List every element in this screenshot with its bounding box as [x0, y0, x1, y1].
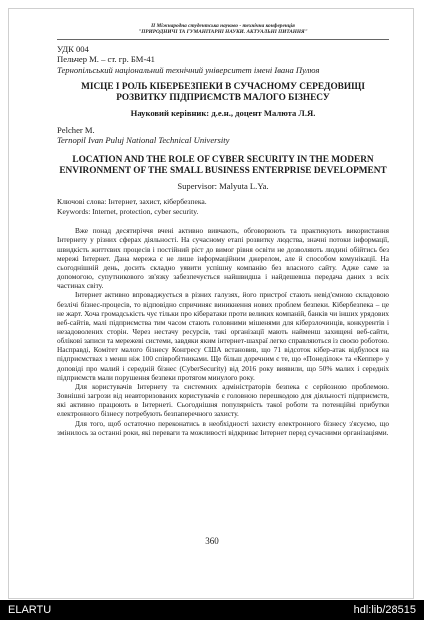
- affiliation-en: Ternopil Ivan Puluj National Technical University: [57, 135, 230, 146]
- body-text: [57, 226, 389, 437]
- page-content: [57, 23, 389, 437]
- author-ua: Пельчер М. – ст. гр. БМ-41: [57, 54, 155, 65]
- handle-label: hdl:lib/28515: [353, 604, 416, 616]
- paragraph: Вже понад десятиріччя вчені активно вивчають, обговорюють та практикують використання Інтернету у різних сферах діяльності. На сучасному етапі розвитку людства, значні потоки інформації, швидкість життєвих процесів і постійний ріст до вимог рівня освіти не дозволяють людині обійтись без мережі Інтернет. Дана мережа є не лише інформаційним джерелом, але й способом комунікації. На сьогоднішній день, досить складно уявити успішну компанію без власного сайту. Адже саме за допомогою, супутникового зв'язку забезпечується найшвидша і найдешевша передача даних з всіх частинах світу.: [57, 226, 389, 291]
- supervisor-en: Supervisor: Malyuta L.Ya.: [177, 181, 269, 192]
- footer-bar: [0, 600, 424, 620]
- paragraph: Інтернет активно впроваджується в різних галузях, його пристрої стають невід'ємною складовою безлічі бізнес-процесів, то відповідно спричиняє виникнення нових проблем безпеки. Кібербезпека – це не жарт. Хоча громадськість чує тільки про кібератаки проти великих компаній, банків чи інших урядових веб-сайтів, малі підприємства тим часом стають головними мішенями для кіберзлочинців, конкурентів і незадоволених сторін. Через нестачу ресурсів, такі організації мають найменш захищені веб-сайти, облікові записи та мережеві системи, завдяки яким інтернет-шахраї легко справляються із своєю роботою. Насправді, Комітет малого бізнесу Конгресу США встановив, що 71 відсоток кібер-атак відбулося на підприємствах з менш ніж 100 співробітниками. Ще більш доречним є те, що «Понеділок» та «Кеппер» у доповіді про малий і середній бізнес (CyberSecurity) від 2016 року виявили, що 50% малих і середніх підприємств мали порушення безпеки протягом минулого року.: [57, 290, 389, 382]
- conference-header: [57, 23, 389, 40]
- paragraph: Для користувачів Інтернету та системних адміністраторів безпека є серйозною проблемою. Зовнішні загрози від неавторизованих користувачів є головною перешкодою для діяльності підприємств, які активно працюють в Інтернеті. Сьогоднішня популярність такої роботи та потенційні прибутки електронного бізнесу потребують безпаперечного захисту.: [57, 381, 389, 419]
- conference-line-2: "ПРИРОДНИЧІ ТА ГУМАНІТАРНІ НАУКИ. АКТУАЛЬНІ ПИТАННЯ": [138, 29, 308, 36]
- title-ua: МІСЦЕ І РОЛЬ КІБЕРБЕЗПЕКИ В СУЧАСНОМУ СЕРЕДОВИЩІ РОЗВИТКУ ПІДПРИЄМСТВ МАЛОГО БІЗНЕСУ: [81, 82, 365, 104]
- document-page: [8, 8, 414, 599]
- udk-code: УДК 004: [57, 43, 89, 54]
- header-divider: [57, 39, 389, 40]
- author-en: Pelcher M.: [57, 124, 95, 135]
- keywords-en: Keywords: Internet, protection, cyber security.: [57, 206, 199, 216]
- affiliation-ua: Тернопільський національний технічний університет імені Івана Пулюя: [57, 64, 320, 75]
- repository-label: ELARTU: [8, 604, 52, 616]
- paragraph: Для того, щоб остаточно переконатись в необхідності захисту електронного бізнесу з'ясуємо, що змінилось за останні роки, які переваги та можливості відкриває Інтернет перед сучасними організаціями.: [57, 418, 389, 437]
- conference-line-1: II Міжнародна студентська науково - технічна конференція: [151, 23, 295, 29]
- supervisor-ua: Науковий керівник: д.е.н., доцент Малюта Л.Я.: [130, 108, 316, 119]
- title-en: LOCATION AND THE ROLE OF CYBER SECURITY IN THE MODERN ENVIRONMENT OF THE SMALL BUSINESS ENTERPRISE DEVELOPMENT: [59, 154, 387, 176]
- page-number: 360: [205, 536, 219, 546]
- keywords-ua: Ключові слова: Інтернет, захист, кібербезпека.: [57, 197, 207, 207]
